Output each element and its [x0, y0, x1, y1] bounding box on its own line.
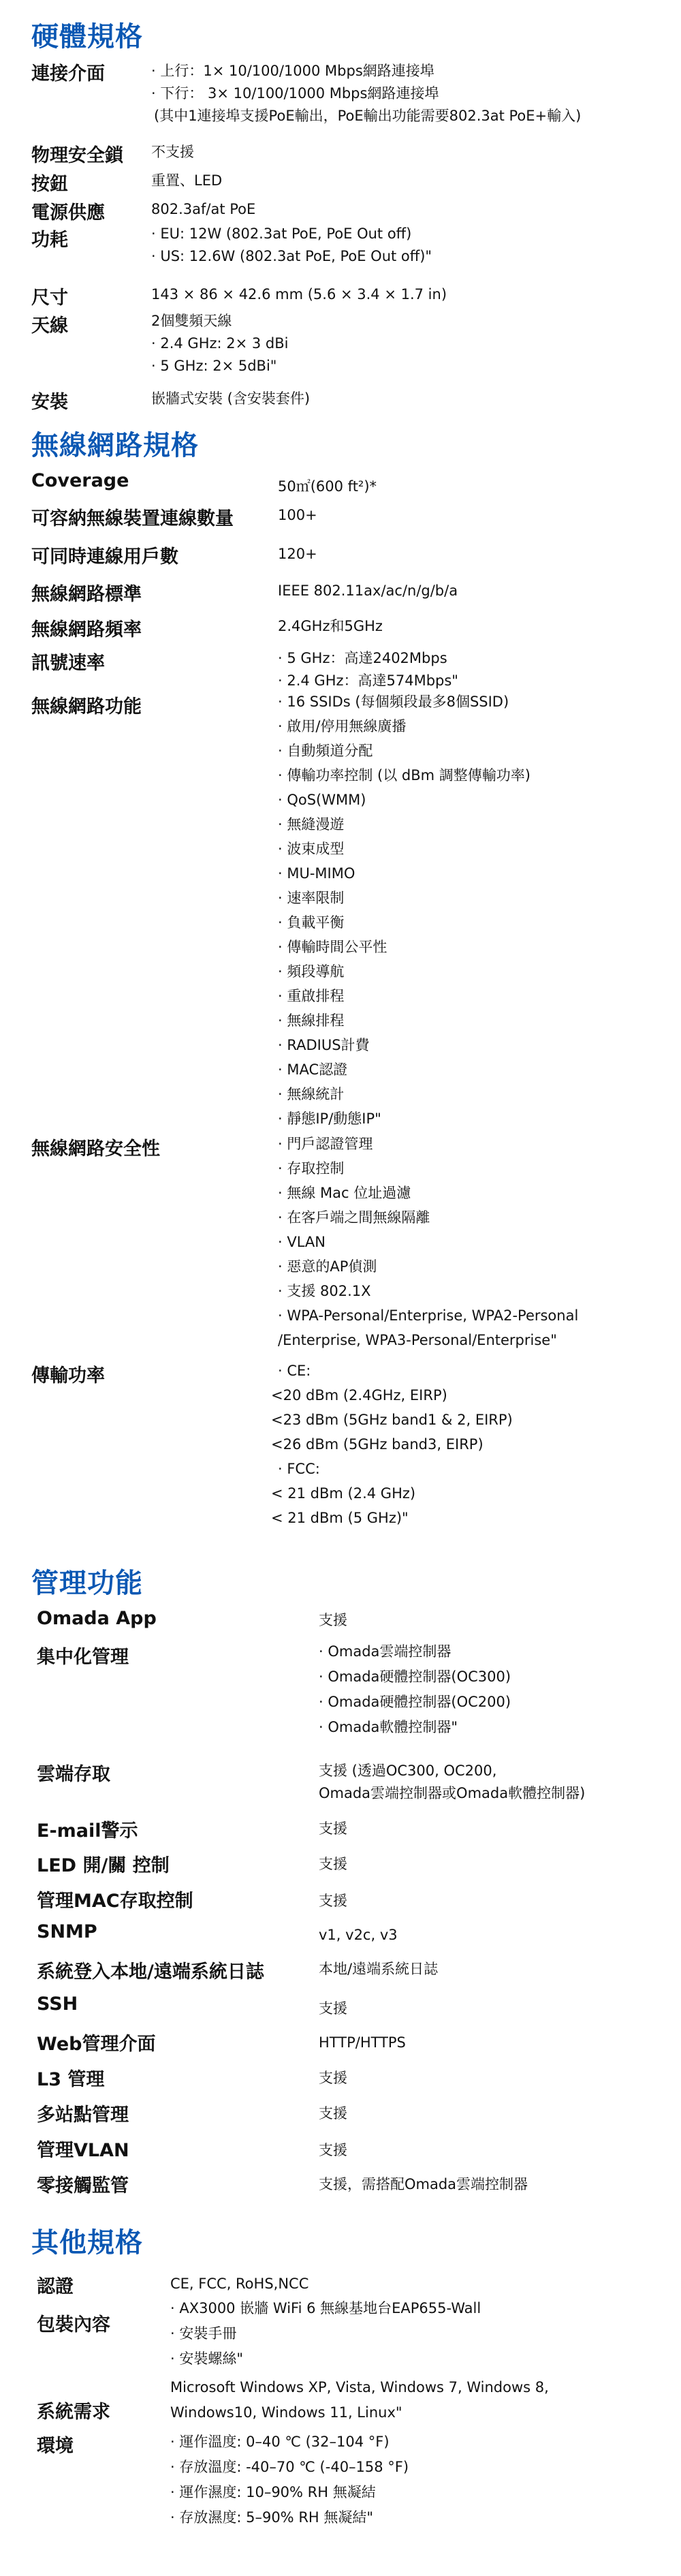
spec-label-signal-rate: 訊號速率 [31, 653, 105, 674]
spec-value-dimensions: 143 × 86 × 42.6 mm (5.6 × 3.4 × 1.7 in) [151, 286, 447, 302]
spec-label-cloud-access: 雲端存取 [37, 1764, 110, 1785]
spec-value-multi-site: 支援 [319, 2105, 347, 2122]
spec-value-web-interface: HTTP/HTTPS [319, 2034, 406, 2051]
section-title-hardware: 硬體規格 [31, 21, 143, 52]
spec-value-signal-rate: · 5 GHz：高達2402Mbps · 2.4 GHz：高達574Mbps" [278, 650, 458, 689]
spec-label-transmit-power: 傳輸功率 [31, 1365, 105, 1386]
spec-label-max-clients: 可容納無線裝置連線數量 [31, 508, 234, 529]
spec-label-management-vlan: 管理VLAN [37, 2140, 129, 2161]
spec-value-led-control: 支援 [319, 1856, 347, 1872]
spec-value-system-requirements: Microsoft Windows XP, Vista, Windows 7, Windows 8, Windows10, Windows 11, Linux" [170, 2379, 549, 2421]
spec-label-coverage: Coverage [31, 470, 129, 491]
spec-value-mac-access-control: 支援 [319, 1893, 347, 1909]
spec-value-wireless-security: · 門戶認證管理 · 存取控制 · 無線 Mac 位址過濾 · 在客戶端之間無線隔離 · VLAN · 惡意的AP偵測 · 支援 802.1X · WPA-Personal/Enterprise, WPA2-Personal /Enterprise, WPA3-Personal/Enterprise" [278, 1136, 579, 1348]
spec-label-email-alerts: E-mail警示 [37, 1820, 138, 1842]
spec-label-power-supply: 電源供應 [31, 202, 105, 223]
spec-label-web-interface: Web管理介面 [37, 2034, 156, 2055]
spec-value-centralized-management: · Omada雲端控制器 · Omada硬體控制器(OC300) · Omada硬體控制器(OC200) · Omada軟體控制器" [319, 1643, 511, 1735]
spec-label-antenna: 天線 [31, 315, 68, 337]
spec-label-mac-access-control: 管理MAC存取控制 [37, 1891, 193, 1912]
spec-value-syslog: 本地/遠端系統日誌 [319, 1961, 439, 1977]
spec-label-syslog: 系統登入本地/遠端系統日誌 [37, 1961, 264, 1983]
spec-label-power-consumption: 功耗 [31, 230, 68, 251]
spec-label-environment: 環境 [37, 2436, 74, 2457]
spec-value-ports: · 上行：1× 10/100/1000 Mbps網路連接埠 · 下行： 3× 10/100/1000 Mbps網路連接埠 (其中1連接埠支援PoE輸出，PoE輸出功能需要802.3at PoE+輸入) [151, 63, 582, 124]
spec-value-coverage: 50㎡(600 ft²)* [278, 478, 377, 495]
spec-value-email-alerts: 支援 [319, 1820, 347, 1837]
spec-value-power-supply: 802.3af/at PoE [151, 201, 256, 217]
spec-label-centralized-management: 集中化管理 [37, 1647, 129, 1668]
spec-label-mounting: 安裝 [31, 392, 68, 413]
spec-label-ssh: SSH [37, 1993, 78, 2015]
spec-value-transmit-power: · CE: <20 dBm (2.4GHz, EIRP) <23 dBm (5GHz band1 & 2, EIRP) <26 dBm (5GHz band3, EIRP) · FCC: < 21 dBm (2.4 GHz) < 21 dBm (5 GHz)" [271, 1363, 513, 1526]
spec-value-package-contents: · AX3000 嵌牆 WiFi 6 無線基地台EAP655-Wall · 安裝手冊 · 安裝螺絲" [170, 2300, 481, 2367]
spec-value-wireless-features: · 16 SSIDs (每個頻段最多8個SSID) · 啟用/停用無線廣播 · 自動頻道分配 · 傳輸功率控制 (以 dBm 調整傳輸功率) · QoS(WMM) · 無縫漫遊 · 波束成型 · MU-MIMO · 速率限制 · 負載平衡 · 傳輸時間公平性 · 頻段導航 · 重啟排程 · 無線排程 · RADIUS計費 · MAC認證 · 無線統計 · 靜態IP/動態IP" [278, 694, 530, 1127]
spec-value-power-consumption: · EU: 12W (802.3at PoE, PoE Out off) · US: 12.6W (802.3at PoE, PoE Out off)" [151, 226, 432, 264]
spec-value-wireless-frequency: 2.4GHz和5GHz [278, 618, 383, 634]
spec-value-ssh: 支援 [319, 2000, 347, 2017]
spec-label-system-requirements: 系統需求 [37, 2402, 110, 2423]
spec-value-mounting: 嵌牆式安裝 (含安裝套件) [151, 390, 311, 407]
spec-value-wireless-standard: IEEE 802.11ax/ac/n/g/b/a [278, 583, 458, 599]
section-title-other: 其他規格 [31, 2227, 143, 2259]
spec-label-snmp: SNMP [37, 1921, 97, 1942]
spec-label-l3-management: L3 管理 [37, 2069, 105, 2090]
section-title-management: 管理功能 [31, 1568, 143, 1599]
spec-value-max-clients: 100+ [278, 507, 317, 523]
spec-value-security-lock: 不支援 [151, 144, 194, 160]
spec-value-management-vlan: 支援 [319, 2142, 347, 2158]
spec-value-environment: · 運作溫度: 0–40 ℃ (32–104 °F) · 存放溫度: -40–70 ℃ (-40–158 °F) · 運作濕度: 10–90% RH 無凝結 · 存放濕度: 5–90% RH 無凝結" [170, 2434, 409, 2526]
spec-value-concurrent-users: 120+ [278, 546, 317, 562]
spec-label-wireless-features: 無線網路功能 [31, 696, 142, 717]
spec-label-wireless-frequency: 無線網路頻率 [31, 619, 142, 640]
spec-label-ports: 連接介面 [31, 63, 105, 84]
spec-value-omada-app: 支援 [319, 1612, 347, 1628]
spec-value-certification: CE, FCC, RoHS,NCC [170, 2276, 309, 2292]
spec-label-buttons: 按鈕 [31, 174, 68, 195]
spec-label-omada-app: Omada App [37, 1608, 157, 1629]
spec-value-buttons: 重置、LED [151, 172, 223, 189]
spec-label-package-contents: 包裝內容 [37, 2314, 110, 2336]
spec-value-zero-touch: 支援，需搭配Omada雲端控制器 [319, 2176, 528, 2192]
spec-label-dimensions: 尺寸 [31, 288, 68, 309]
spec-label-concurrent-users: 可同時連線用戶數 [31, 546, 178, 568]
spec-label-certification: 認證 [37, 2276, 74, 2297]
spec-label-multi-site: 多站點管理 [37, 2105, 129, 2126]
spec-value-antenna: 2個雙頻天線 · 2.4 GHz: 2× 3 dBi · 5 GHz: 2× 5dBi" [151, 313, 289, 374]
spec-label-wireless-standard: 無線網路標準 [31, 584, 142, 605]
spec-label-wireless-security: 無線網路安全性 [31, 1138, 160, 1160]
spec-value-cloud-access: 支援 (透過OC300, OC200, Omada雲端控制器或Omada軟體控制器) [319, 1763, 586, 1801]
spec-label-led-control: LED 開/關 控制 [37, 1855, 170, 1876]
spec-label-zero-touch: 零接觸監管 [37, 2175, 129, 2197]
spec-value-snmp: v1, v2c, v3 [319, 1927, 398, 1943]
spec-label-security-lock: 物理安全鎖 [31, 145, 123, 166]
section-title-wireless: 無線網路規格 [31, 430, 199, 461]
spec-value-l3-management: 支援 [319, 2070, 347, 2086]
